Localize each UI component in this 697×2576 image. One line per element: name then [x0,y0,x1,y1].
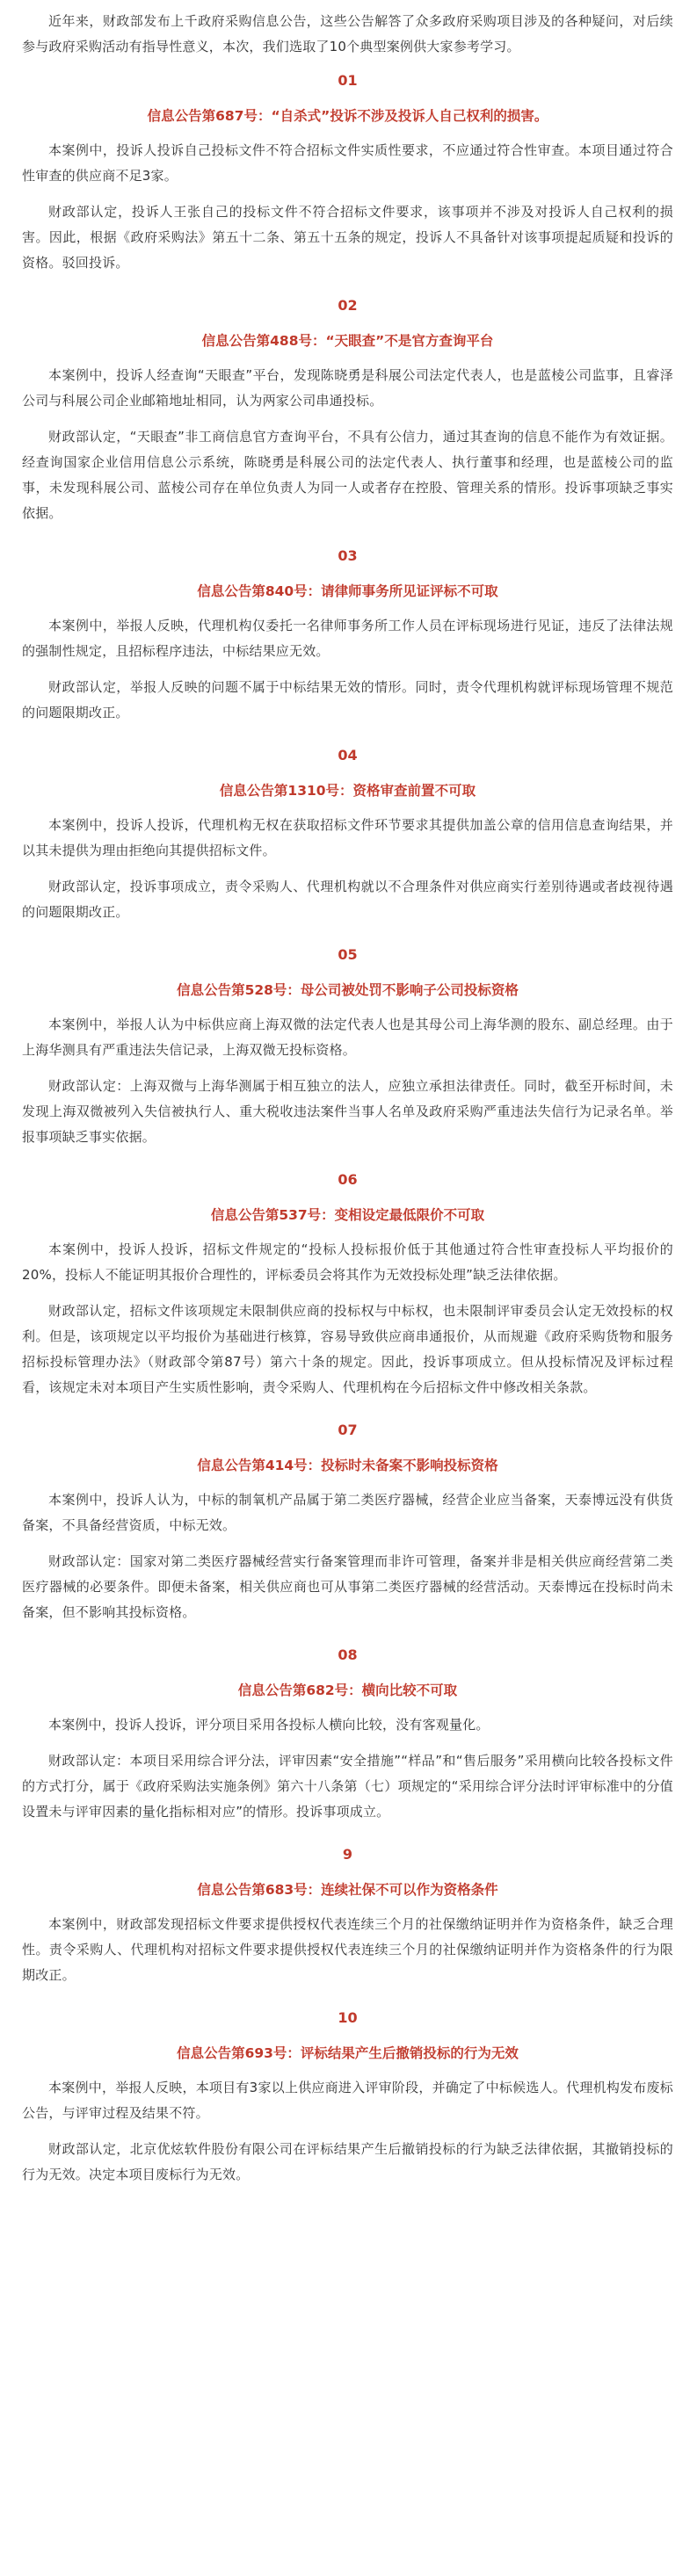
case-paragraph: 财政部认定，投诉事项成立，责令采购人、代理机构就以不合理条件对供应商实行差别待遇或者歧视待遇的问题限期改正。 [22,879,673,920]
case-title: 信息公告第687号：“自杀式”投诉不涉及投诉人自己权利的损害。 [147,108,548,124]
intro-paragraph: 近年来，财政部发布上千政府采购信息公告，这些公告解答了众多政府采购项目涉及的各种疑问，对后续参与政府采购活动有指导性意义，本次，我们选取了10个典型案例供大家参考学习。 [22,13,673,54]
case-title: 信息公告第537号：变相设定最低限价不可取 [210,1207,485,1223]
case-paragraph: 本案例中，财政部发现招标文件要求提供授权代表连续三个月的社保缴纳证明并作为资格条件，缺乏合理性。责令采购人、代理机构对招标文件要求提供授权代表连续三个月的社保缴纳证明并作为资格条件的行为限期改正。 [22,1916,673,1983]
case-paragraph: 财政部认定：上海双微与上海华测属于相互独立的法人，应独立承担法律责任。同时，截至开标时间，未发现上海双微被列入失信被执行人、重大税收违法案件当事人名单及政府采购严重违法失信行为记录名单。举报事项缺乏事实依据。 [22,1078,673,1145]
case-paragraph: 本案例中，投诉人认为，中标的制氧机产品属于第二类医疗器械，经营企业应当备案，天泰博远没有供货备案，不具备经营资质，中标无效。 [22,1492,673,1533]
case-number: 07 [338,1422,358,1438]
case-number: 05 [338,946,358,963]
case-number: 9 [342,1846,353,1863]
case-paragraph: 财政部认定：国家对第二类医疗器械经营实行备案管理而非许可管理，备案并非是相关供应商经营第二类医疗器械的必要条件。即便未备案，相关供应商也可从事第二类医疗器械的经营活动。天泰博远在投标时尚未备案，但不影响其投标资格。 [22,1553,673,1620]
case-title: 信息公告第683号：连续社保不可以作为资格条件 [197,1882,498,1898]
case-paragraph: 财政部认定，举报人反映的问题不属于中标结果无效的情形。同时，责令代理机构就评标现场管理不规范的问题限期改正。 [22,679,673,720]
case-paragraph: 本案例中，举报人反映，代理机构仅委托一名律师事务所工作人员在评标现场进行见证，违反了法律法规的强制性规定，且招标程序违法，中标结果应无效。 [22,618,673,659]
case-paragraph: 本案例中，投诉人投诉，代理机构无权在获取招标文件环节要求其提供加盖公章的信用信息查询结果，并以其未提供为理由拒绝向其提供招标文件。 [22,817,673,858]
case-title: 信息公告第1310号：资格审查前置不可取 [219,783,476,799]
case-list [22,70,673,2188]
case-section [22,1844,673,1988]
case-number: 03 [338,547,358,564]
case-paragraph: 财政部认定，投诉人王张自己的投标文件不符合招标文件要求，该事项并不涉及对投诉人自己权利的损害。因此，根据《政府采购法》第五十二条、第五十五条的规定，投诉人不具备针对该事项提起质疑和投诉的资格。驳回投诉。 [22,204,673,271]
case-number: 04 [338,747,358,763]
case-title: 信息公告第414号：投标时未备案不影响投标资格 [197,1458,498,1473]
case-section [22,944,673,1150]
case-paragraph: 财政部认定，招标文件该项规定未限制供应商的投标权与中标权，也未限制评审委员会认定无效投标的权利。但是，该项规定以平均报价为基础进行核算，容易导致供应商串通报价，从而规避《政府采购货物和服务招标投标管理办法》（财政部令第87号）第六十条的规定。因此，投诉事项成立。但从投标情况及评标过程看，该规定未对本项目产生实质性影响，责令采购人、代理机构在今后招标文件中修改相关条款。 [22,1303,673,1395]
case-section [22,546,673,726]
case-section [22,1420,673,1625]
case-paragraph: 本案例中，投诉人经查询“天眼查”平台，发现陈晓勇是科展公司法定代表人，也是蓝棱公司监事，且睿泽公司与科展公司企业邮箱地址相同，认为两家公司串通投标。 [22,367,673,409]
case-paragraph: 本案例中，投诉人投诉自己投标文件不符合招标文件实质性要求，不应通过符合性审查。本项目通过符合性审查的供应商不足3家。 [22,142,673,184]
case-number: 01 [338,72,358,89]
case-section [22,295,673,526]
case-section [22,1169,673,1400]
case-section [22,70,673,276]
case-paragraph: 本案例中，举报人认为中标供应商上海双微的法定代表人也是其母公司上海华测的股东、副总经理。由于上海华测具有严重违法失信记录，上海双微无投标资格。 [22,1017,673,1058]
case-paragraph: 财政部认定，北京优炫软件股份有限公司在评标结果产生后撤销投标的行为缺乏法律依据，其撤销投标的行为无效。决定本项目废标行为无效。 [22,2141,673,2182]
case-paragraph: 本案例中，投诉人投诉，评分项目采用各投标人横向比较，没有客观量化。 [48,1717,490,1733]
case-title: 信息公告第488号：“天眼查”不是官方查询平台 [201,333,494,349]
case-paragraph: 财政部认定，“天眼查”非工商信息官方查询平台，不具有公信力，通过其查询的信息不能作为有效证据。经查询国家企业信用信息公示系统，陈晓勇是科展公司的法定代表人、执行董事和经理，也是蓝棱公司的监事，未发现科展公司、蓝棱公司存在单位负责人为同一人或者存在控股、管理关系的情形。投诉事项缺乏事实依据。 [22,429,673,521]
case-paragraph: 本案例中，投诉人投诉，招标文件规定的“投标人投标报价低于其他通过符合性审查投标人平均报价的20%，投标人不能证明其报价合理性的，评标委员会将其作为无效投标处理”缺乏法律依据。 [22,1241,673,1283]
case-title: 信息公告第682号：横向比较不可取 [237,1682,458,1698]
case-title: 信息公告第528号：母公司被处罚不影响子公司投标资格 [177,982,519,998]
case-number: 10 [338,2009,358,2026]
case-number: 08 [338,1646,358,1663]
case-paragraph: 本案例中，举报人反映，本项目有3家以上供应商进入评审阶段，并确定了中标候选人。代理机构发布废标公告，与评审过程及结果不符。 [22,2080,673,2121]
case-section [22,745,673,925]
case-number: 06 [338,1171,358,1188]
case-number: 02 [338,297,358,314]
case-paragraph: 财政部认定：本项目采用综合评分法，评审因素“安全措施”“样品”和“售后服务”采用横向比较各投标文件的方式打分，属于《政府采购法实施条例》第六十八条第（七）项规定的“采用综合评分法时评审标准中的分值设置未与评审因素的量化指标相对应”的情形。投诉事项成立。 [22,1753,673,1820]
case-section [22,2008,673,2188]
case-section [22,1645,673,1825]
case-title: 信息公告第840号：请律师事务所见证评标不可取 [197,583,498,599]
case-title: 信息公告第693号：评标结果产生后撤销投标的行为无效 [177,2045,519,2061]
